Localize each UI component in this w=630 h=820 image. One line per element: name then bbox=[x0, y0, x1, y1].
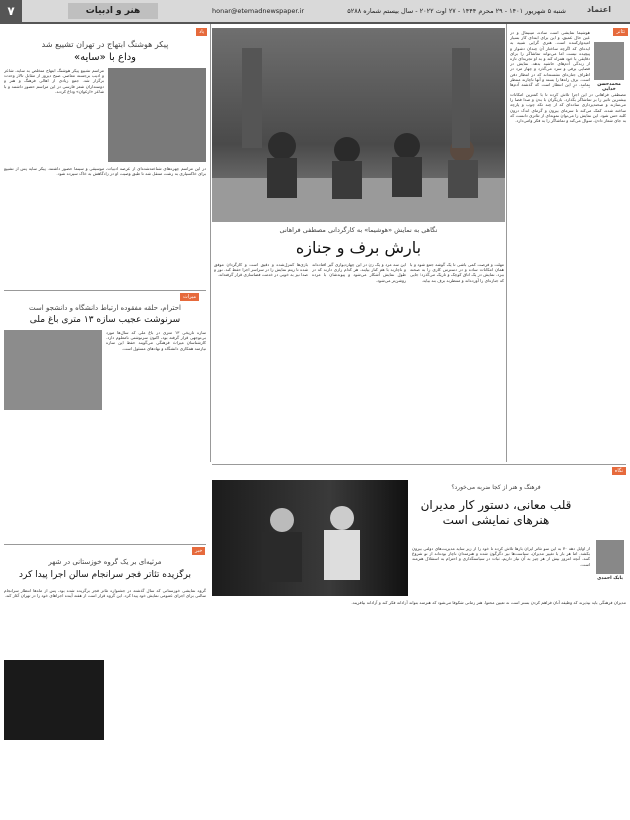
article-text: این سه مرد و یک زن در این چهاردیواری گیر افتاده‌اند و ناچارند با هم کنار بیایند. هر کدام رازی دارند که در طول نمایش آشکار می‌شود و پیوندشان با مرده روشن‌تر می‌شود. bbox=[312, 262, 406, 283]
article-text: مراسم تشییع پیکر هوشنگ ابتهاج متخلص به سایه، شاعر و ادیب برجسته معاصر، صبح دیروز از مقابل تالار وحدت برگزار شد. جمع زیادی از اهالی فرهنگ و هنر و دوستداران شعر فارسی در این مراسم حضور داشتند و با شاعر «ارغوان» وداع کردند. bbox=[4, 68, 104, 94]
article-text: سازه تاریخی ۱۳ متری در باغ ملی که سال‌ها مورد بی‌توجهی قرار گرفته بود، اکنون سرنوشتی نامعلوم دارد. کارشناسان میراث فرهنگی می‌گویند حفظ این سازه نیازمند همکاری دانشگاه و نهادهای مسئول است. bbox=[106, 330, 206, 351]
article-kicker: نگاهی به نمایش «هوشیما» به کارگردانی مصطفی فراهانی bbox=[279, 226, 438, 234]
section-tag: یاد bbox=[196, 28, 207, 36]
author-photo bbox=[594, 42, 624, 80]
photo-icon bbox=[212, 28, 505, 222]
article-photo bbox=[108, 68, 206, 162]
article-text: مهلت و فرصت کمی باشی تا یک گوشه جمع شود و با همان امکانات ساده و در دسترس کاری را به صحنه ببرد. نمایش در یک اتاق کوچک و تاریک می‌گذرد؛ جایی که جنازه‌ای را آورده‌اند و منتظرند برف بند بیاید. bbox=[410, 262, 504, 283]
article-kicker: پیکر هوشنگ ابتهاج در تهران تشییع شد bbox=[41, 40, 169, 49]
article-text: مدیران فرهنگی باید بپذیرند که وظیفه آنان فراهم کردن بستر است نه تعیین محتوا. هنر زمانی شکوفا می‌شود که هنرمند بتواند آزادانه فکر کند و آزادانه بیافریند. bbox=[351, 600, 626, 605]
article-photo bbox=[4, 660, 104, 740]
divider bbox=[506, 24, 507, 462]
divider bbox=[4, 290, 206, 291]
article-kicker: فرهنگ و هنر از کجا ضربه می‌خورد؟ bbox=[451, 484, 541, 491]
column-text: مصطفی فراهانی در این اجرا تلاش کرده تا با کمترین امکانات بیشترین تاثیر را بر تماشاگر بگذارد. بازیگران با بدن و صدا فضا را می‌سازند و صحنه‌پردازی ساده‌ای که از چند تکه چوب و پارچه ساخته شده، کمک می‌کند تا سرمای بیرون و گرمای اندک درون کلبه حس شود. این نمایش را می‌توان نمونه‌ای از تئاتری دانست که به جای شعار دادن، سوال می‌کند و تماشاگر را به فکر وامی‌دارد. bbox=[510, 92, 626, 124]
divider bbox=[210, 24, 211, 462]
newspaper-logo: اعتماد bbox=[587, 5, 611, 14]
article-text: در این مراسم چهره‌های شناخته‌شده‌ای از عرصه ادبیات، موسیقی و سینما حضور داشتند. پیکر سایه پس از تشییع برای خاکسپاری به رشت منتقل شد تا طبق وصیت او در زادگاهش به خاک سپرده شود. bbox=[4, 166, 206, 177]
article-title: وداع با «سایه» bbox=[73, 52, 137, 63]
section-tag: خبر bbox=[192, 547, 205, 555]
article-title: سرنوشت عجیب سازه ۱۳ متری باغ ملی bbox=[29, 315, 181, 325]
page-number: ۷ bbox=[0, 0, 22, 22]
article-photo bbox=[4, 330, 102, 410]
author-name: محمدحسن خدایی bbox=[597, 82, 621, 92]
article-text: از اوایل دهه ۷۰ به این سو تئاتر ایران بارها تلاش کرده تا خود را از زیر سایه مدیریت‌های دولتی بیرون بکشد. اما هر بار با تغییر مدیران، سیاست‌ها نیز دگرگون شده و هنرمندان ناچار بوده‌اند از نو شروع کنند. آنچه امروز بیش از هر چیز به آن نیاز داریم، ثبات در سیاستگذاری و احترام به استقلال هنرمند است. bbox=[412, 546, 590, 567]
author-name: بابک احمدی bbox=[597, 576, 623, 581]
article-text: گروه نمایشی خوزستانی که سال گذشته در جشنواره تئاتر فجر برگزیده شده بود، پس از ماه‌ها انتظار سرانجام سالنی برای اجرای عمومی نمایش خود پیدا کرد. این گروه قرار است از هفته آینده اجراهای خود را در تهران آغاز کند. bbox=[4, 588, 206, 599]
main-photo bbox=[212, 28, 505, 222]
author-photo bbox=[596, 540, 624, 574]
issue-date: شنبه ۵ شهریور ۱۴۰۱ - ۲۹ محرم ۱۴۴۴ - ۲۷ اوت ۲۰۲۲ - سال بیستم شماره ۵۲۸۸ bbox=[347, 7, 566, 15]
article-title: قلب معانی، دستور کار مدیران هنرهای نمایشی است bbox=[420, 498, 572, 527]
section-tag: میراث bbox=[180, 293, 199, 301]
article-title: برگزیده تئاتر فجر سرانجام سالن اجرا پیدا کرد bbox=[19, 570, 191, 580]
section-title: هنر و ادبیات bbox=[68, 3, 158, 19]
article-text: بازی‌ها کنترل‌شده و دقیق است و کارگردان موفق شده تا ریتم نمایش را در سراسر اجرا حفظ کند. نور و صدا نیز به خوبی در خدمت فضاسازی قرار گرفته‌اند. bbox=[214, 262, 308, 278]
divider bbox=[212, 464, 626, 465]
article-kicker: احترام، حلقه مفقوده ارتباط دانشگاه و دانشجو است bbox=[29, 304, 181, 312]
divider bbox=[4, 544, 206, 545]
theater-photo bbox=[212, 480, 408, 596]
article-kicker: مرثیه‌ای بر یک گروه خوزستانی در شهر bbox=[48, 558, 162, 566]
article-title: بارش برف و جنازه bbox=[295, 238, 422, 257]
section-tag: نگاه bbox=[612, 467, 626, 475]
column-text: هوشیما نمایشی است ساده، مینیمال و در عین حال عمیق، و این برای ابتدای کار بسیار امیدوارکننده است. هنری گرایی شبیه به ایده‌ای که اگرچه ساختار آن چندان دشوار و پیچیده نیست اما می‌تواند تماشاگر را برای دقایقی با خود همراه کند و به او تجربه‌ای تازه از زندگی آدم‌های حاشیه بدهد. نمایش در فضایی برفی و سرد می‌گذرد و چهار مرد در اطراف جنازه‌ای نشسته‌اند که در انتظار دفن است. برف راه‌ها را بسته و آنها ناچارند منتظر بمانند. در این انتظار است که گذشته آدم‌ها bbox=[510, 30, 590, 88]
contact-email[interactable]: honar@etemadnewspaper.ir bbox=[212, 7, 305, 15]
section-tag: تئاتر bbox=[613, 28, 628, 36]
